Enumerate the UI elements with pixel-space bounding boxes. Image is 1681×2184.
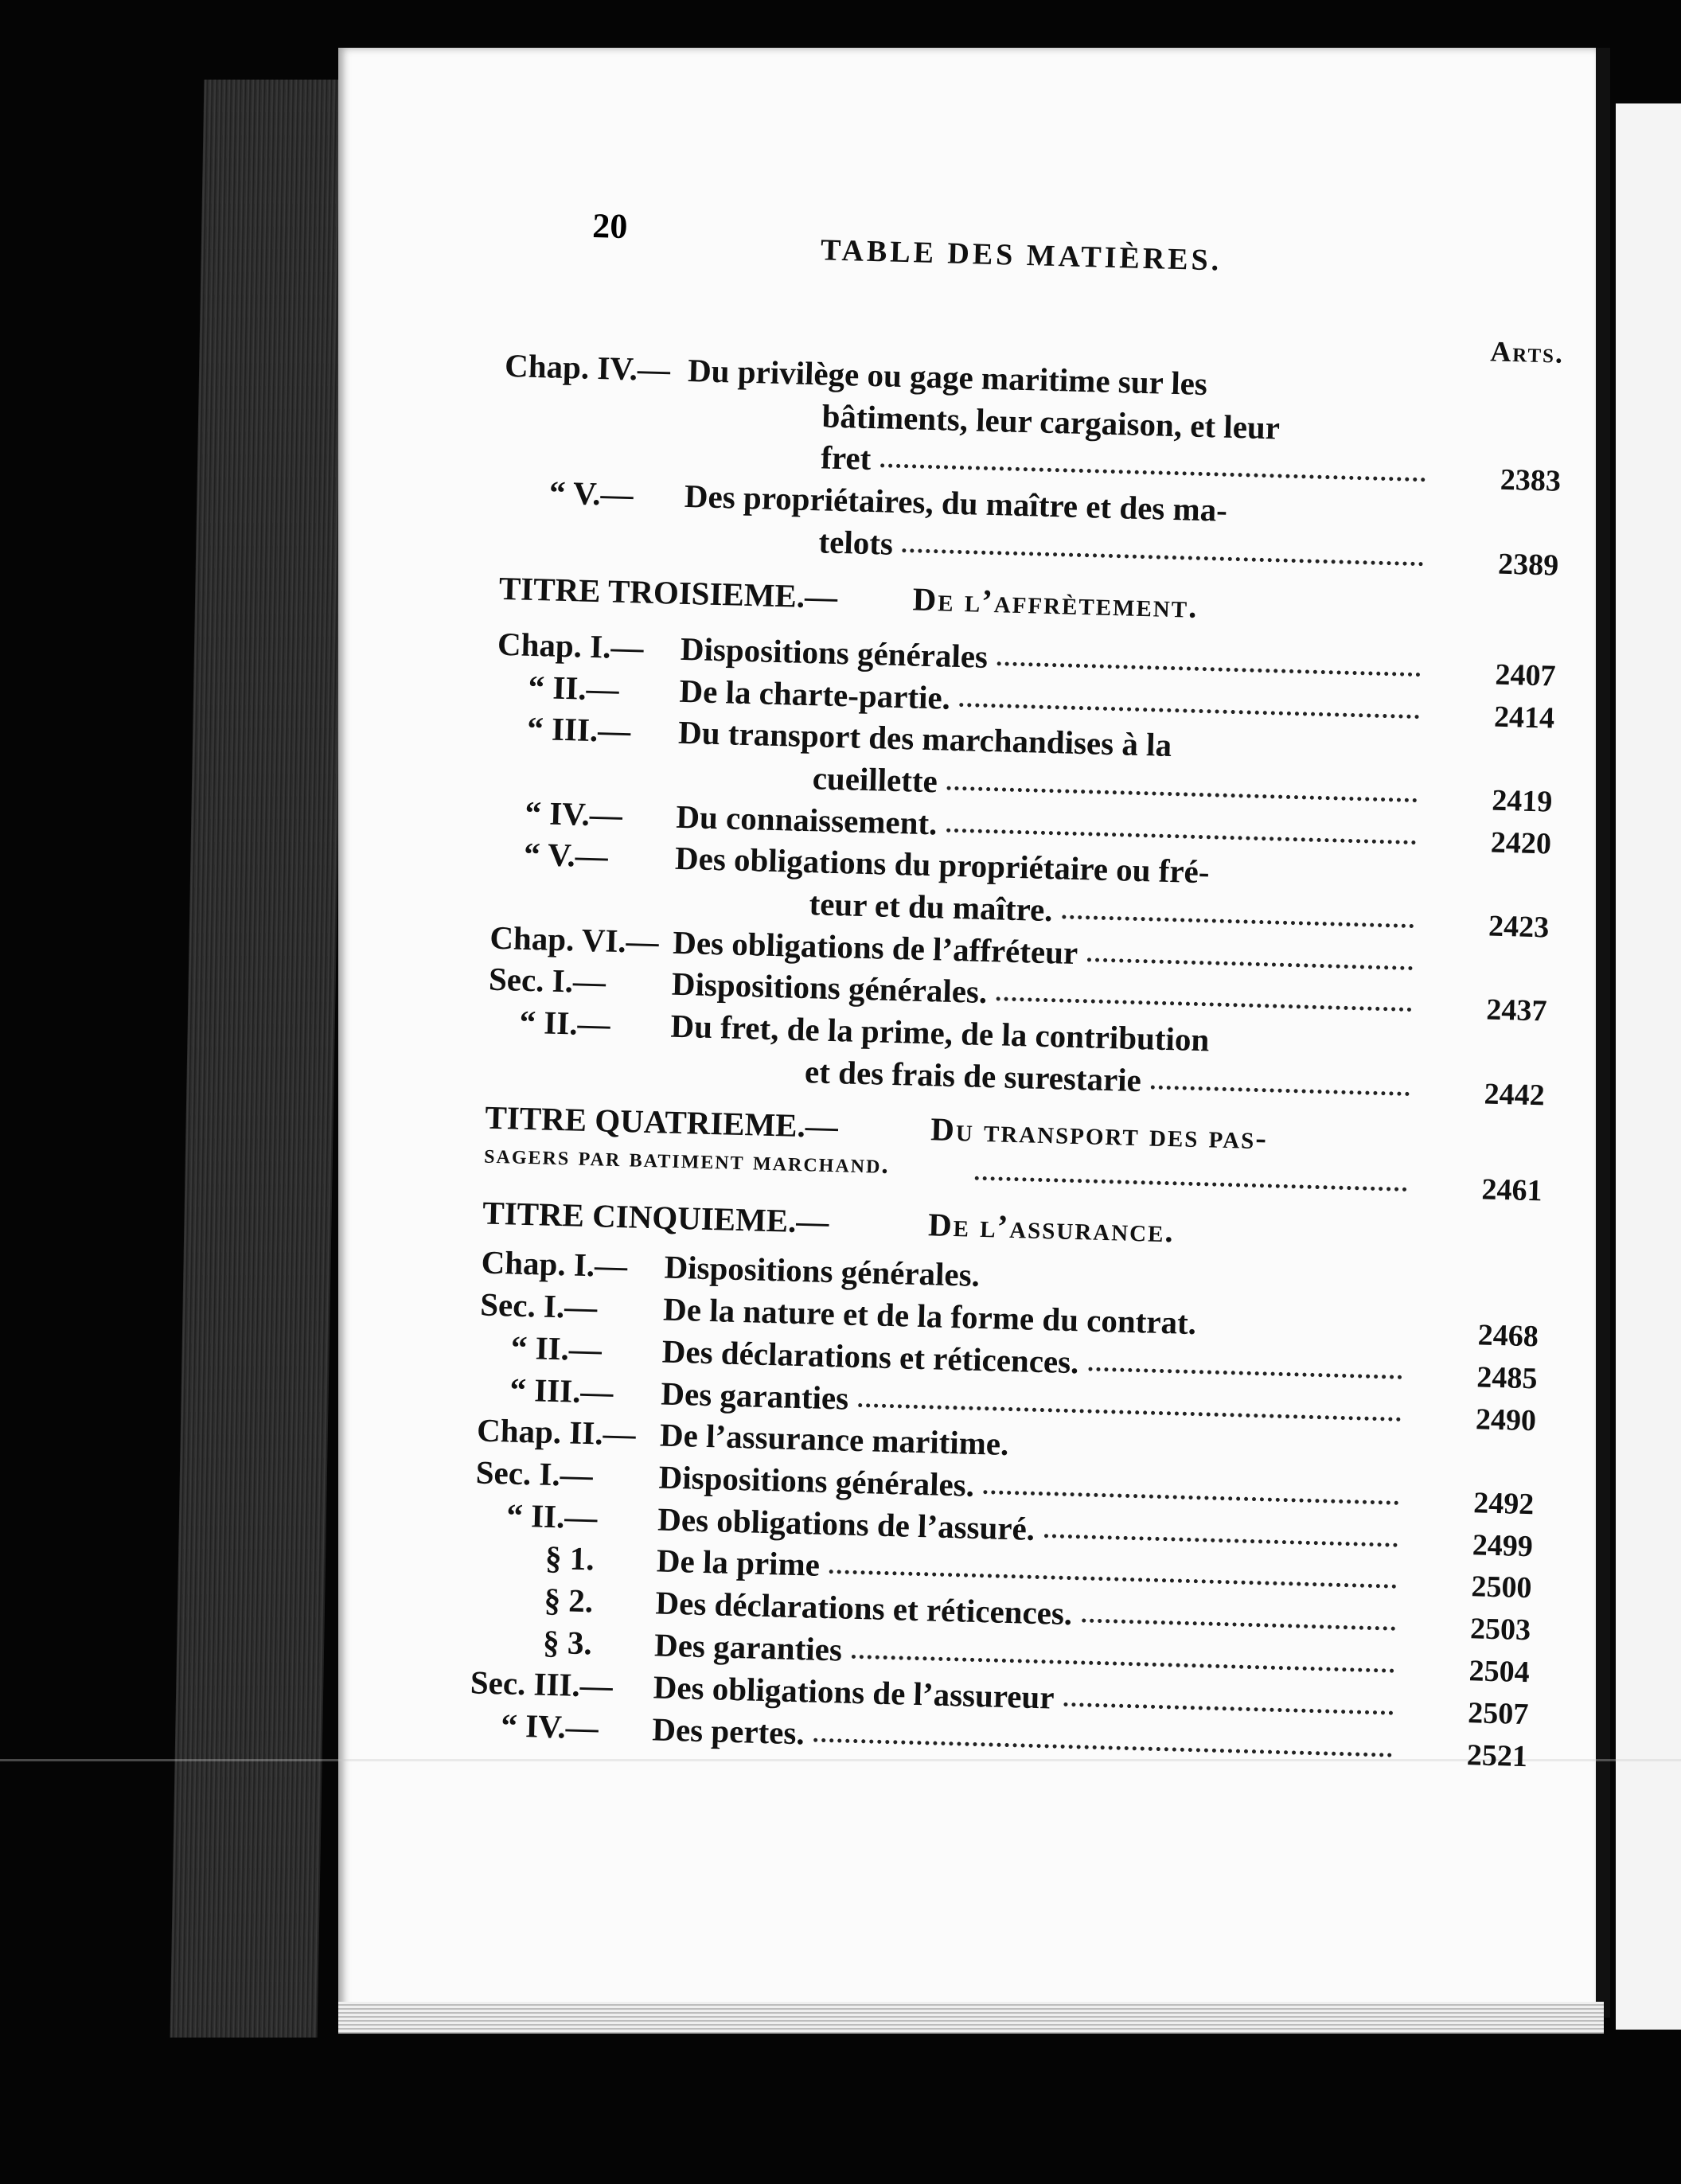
toc-entry-label: Sec. I.— xyxy=(488,960,606,1000)
toc-entry-label: Sec. III.— xyxy=(470,1663,614,1705)
article-number: 2507 xyxy=(1467,1696,1529,1732)
toc-entry-title: De la nature et de la forme du contrat. xyxy=(662,1290,1197,1342)
toc-entry-label: TITRE TROISIEME.— xyxy=(498,569,838,615)
toc-entry-title: Dispositions générales. xyxy=(671,965,988,1011)
article-number: 2442 xyxy=(1484,1077,1546,1113)
toc-entry-label: Chap. II.— xyxy=(476,1411,637,1453)
dot-leader xyxy=(880,463,1426,482)
article-number: 2499 xyxy=(1472,1528,1534,1564)
toc-entry-title: telots xyxy=(818,523,894,562)
dot-leader xyxy=(997,996,1412,1012)
article-number: 2420 xyxy=(1490,825,1552,861)
dot-leader xyxy=(813,1738,1392,1757)
toc-entry-title: sagers par batiment marchand. xyxy=(483,1139,891,1180)
dot-leader xyxy=(1151,1085,1410,1096)
toc-entry-label: § 1. xyxy=(544,1539,595,1578)
article-number: 2389 xyxy=(1497,547,1559,583)
article-number: 2423 xyxy=(1488,909,1550,945)
running-head: TABLE DES MATIÈRES. xyxy=(820,233,1223,278)
page-number: 20 xyxy=(591,205,628,247)
toc-entry-title: De l’affrètement. xyxy=(912,580,1199,625)
article-number: 2492 xyxy=(1472,1486,1535,1522)
toc-entry-title: Des déclarations et réticences. xyxy=(661,1332,1080,1381)
dot-leader xyxy=(858,1403,1401,1422)
toc-entry-title: De la charte-partie. xyxy=(679,672,951,716)
dot-leader xyxy=(1063,1702,1393,1715)
toc-entry-label: Sec. I.— xyxy=(475,1453,594,1494)
toc-entry-title: Du privilège ou gage maritime sur les xyxy=(687,351,1208,403)
toc-entry-title: De la prime xyxy=(656,1542,821,1583)
dot-leader xyxy=(946,829,1416,844)
toc-entry-title: De l’assurance maritime. xyxy=(659,1416,1009,1462)
toc-entry-title: Des garanties xyxy=(660,1375,849,1417)
article-number: 2437 xyxy=(1485,993,1548,1028)
toc-entry-label: Sec. I.— xyxy=(479,1285,598,1326)
toc-entry-label: “ II.— xyxy=(528,668,620,708)
toc-entry-title: Du fret, de la prime, de la contribution xyxy=(670,1007,1210,1059)
article-number: 2500 xyxy=(1470,1570,1533,1605)
toc-entry-label: “ IV.— xyxy=(500,1706,599,1746)
toc-entry-title: Des obligations du propriétaire ou fré- xyxy=(674,839,1211,891)
toc-entry-title: Des obligations de l’assuré. xyxy=(657,1500,1036,1547)
toc-entry-title: teur et du maître. xyxy=(809,885,1054,929)
dot-leader xyxy=(1088,1367,1402,1379)
toc-entry-title: Du transport des pas- xyxy=(930,1110,1269,1156)
article-number: 2461 xyxy=(1481,1172,1543,1208)
toc-entry-title: Des obligations de l’affréteur xyxy=(672,923,1078,972)
article-number: 2468 xyxy=(1477,1318,1539,1354)
toc-entry-label: “ IV.— xyxy=(524,794,623,833)
toc-entry-title: Dispositions générales. xyxy=(664,1248,981,1293)
page-bottom-edge xyxy=(338,2002,1604,2034)
toc-entry-title: fret xyxy=(820,439,872,478)
toc-entry-title: bâtiments, leur cargaison, et leur xyxy=(821,397,1281,447)
article-number: 2521 xyxy=(1466,1738,1528,1774)
toc-entry-label: Chap. VI.— xyxy=(489,918,660,961)
toc-entry-label: TITRE QUATRIEME.— xyxy=(484,1098,839,1145)
dot-leader xyxy=(903,548,1424,566)
article-number: 2504 xyxy=(1468,1654,1531,1690)
table-of-contents xyxy=(466,191,1565,1857)
toc-entry-label: TITRE CINQUIEME.— xyxy=(482,1194,829,1240)
dot-leader xyxy=(960,703,1420,719)
article-number: 2419 xyxy=(1491,783,1553,819)
dot-leader xyxy=(829,1570,1397,1589)
toc-entry-label: “ V.— xyxy=(523,835,609,875)
toc-entry-label: Chap. I.— xyxy=(497,625,645,666)
toc-entry-title: Du connaissement. xyxy=(675,798,938,842)
dot-leader xyxy=(997,661,1421,677)
articles-column-label: Arts. xyxy=(1489,335,1565,369)
toc-entry-title: Des obligations de l’assureur xyxy=(653,1668,1055,1716)
dot-leader xyxy=(852,1655,1394,1673)
toc-entry-label: “ V.— xyxy=(548,474,634,513)
article-number: 2407 xyxy=(1494,657,1557,693)
article-number: 2383 xyxy=(1500,462,1562,498)
toc-entry-label: Chap. I.— xyxy=(481,1243,628,1285)
next-page-edge xyxy=(1616,103,1681,2030)
article-number: 2485 xyxy=(1476,1360,1538,1396)
toc-entry-label: Chap. IV.— xyxy=(504,346,671,388)
book-spine xyxy=(170,80,352,2038)
toc-entry-title: Dispositions générales xyxy=(680,630,989,675)
dot-leader xyxy=(975,1176,1407,1191)
article-number: 2503 xyxy=(1469,1612,1531,1648)
toc-entry-label: § 2. xyxy=(544,1581,594,1620)
toc-entry-label: § 3. xyxy=(542,1623,593,1662)
toc-entry-title: et des frais de surestarie xyxy=(804,1053,1142,1099)
toc-entry-title: De l’assurance. xyxy=(927,1206,1176,1250)
toc-entry-title: Des garanties xyxy=(653,1626,843,1668)
toc-entry-label: “ II.— xyxy=(510,1328,603,1368)
toc-entry-title: Du transport des marchandises à la xyxy=(677,713,1172,764)
dot-leader xyxy=(984,1490,1399,1505)
toc-entry-title: cueillette xyxy=(812,759,938,800)
dot-leader xyxy=(947,786,1418,802)
toc-entry-label: “ III.— xyxy=(509,1371,614,1410)
toc-entry-label: “ III.— xyxy=(526,709,631,750)
dot-leader xyxy=(1062,915,1414,928)
toc-entry-title: Des propriétaires, du maître et des ma- xyxy=(684,477,1228,528)
article-number: 2414 xyxy=(1493,700,1555,735)
toc-entry-title: Des déclarations et réticences. xyxy=(655,1584,1073,1632)
toc-entry-title: Dispositions générales. xyxy=(658,1458,975,1503)
article-number: 2490 xyxy=(1475,1402,1537,1438)
toc-entry-title: Des pertes. xyxy=(651,1710,805,1752)
toc-entry-label: “ II.— xyxy=(519,1003,611,1043)
dot-leader xyxy=(1082,1618,1395,1630)
dot-leader xyxy=(1087,957,1413,970)
toc-entry-label: “ II.— xyxy=(505,1496,598,1536)
dot-leader xyxy=(1044,1534,1398,1547)
